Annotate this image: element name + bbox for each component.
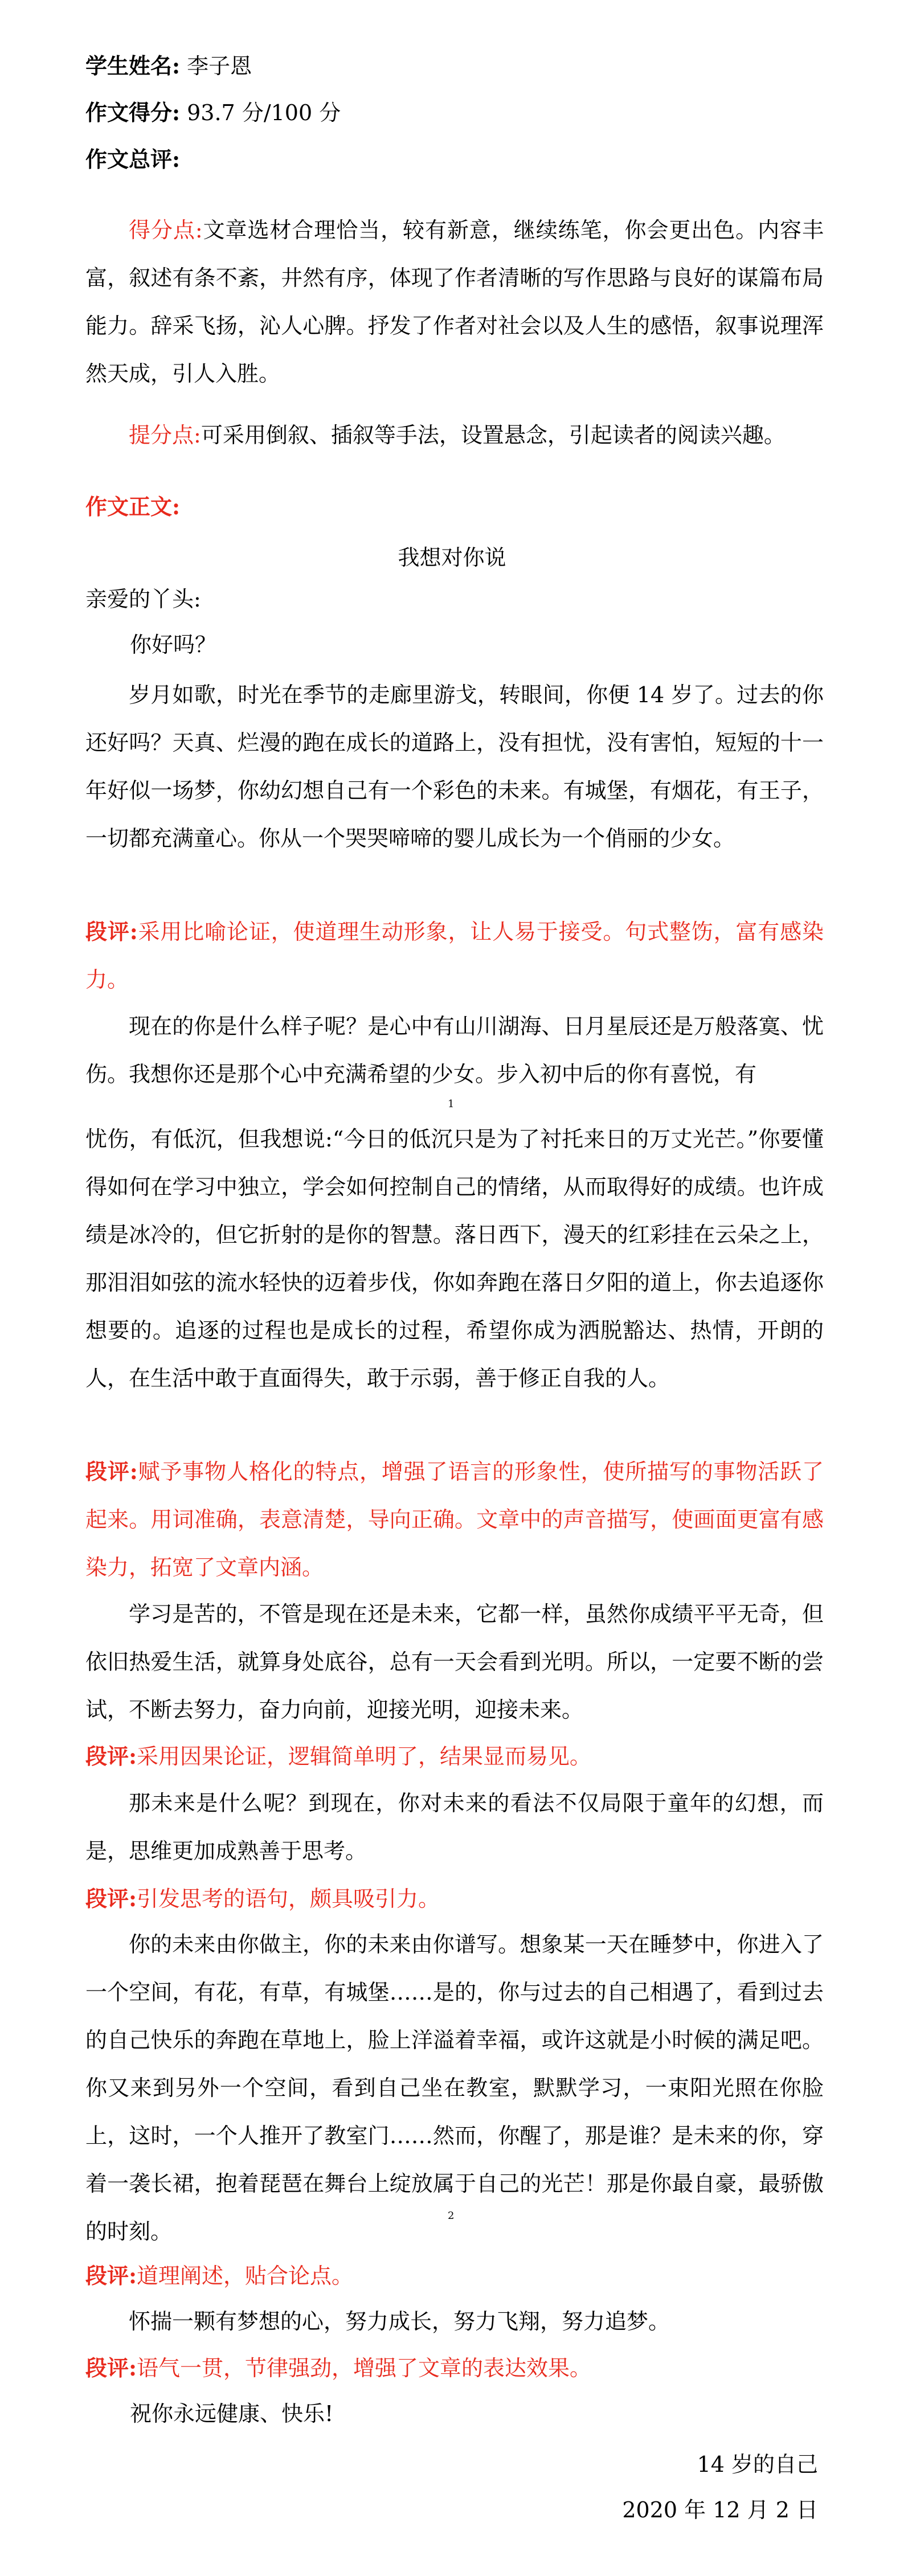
- score-row: [85, 99, 826, 126]
- student-name-value: 李子恩: [187, 54, 252, 79]
- comment-6-text: 语气一贯，节律强劲，增强了文章的表达效果。: [137, 2356, 592, 2381]
- essay-body-label-row: [85, 493, 826, 521]
- essay-body-label: 作文正文:: [85, 494, 181, 519]
- improve-label: 提分点:: [129, 423, 201, 448]
- essay-paragraph-2a: 现在的你是什么样子呢？是心中有山川湖海、日月星辰还是万般落寞、忧伤。我想你还是那个心中充满希望的少女。步入初中后的你有喜悦，有: [85, 1014, 824, 1087]
- student-name-label: 学生姓名:: [85, 53, 181, 79]
- comment-4-label: 段评:: [85, 1886, 137, 1911]
- comment-3-text: 采用因果论证，逻辑简单明了，结果显而易见。: [137, 1744, 592, 1769]
- signature: 14 岁的自己: [697, 2452, 818, 2477]
- comment-2-label: 段评:: [85, 1459, 138, 1484]
- improve-paragraph: [85, 411, 824, 459]
- essay-paragraph-5: 你的未来由你做主，你的未来由你谱写。想象某一天在睡梦中，你进入了一个空间，有花，有草，有城堡……是的，你与过去的自己相遇了，看到过去的自己快乐的奔跑在草地上，脸上洋溢着幸福，或许这就是小时候的满足吧。你又来到另外一个空间，看到自己坐在教室，默默学习，一束阳光照在你脸上，这时，一个人推开了教室门……然而，你醒了，那是谁？是未来的你，穿着一袭长裙，抱着琵琶在舞台上绽放属于自己的光芒！那是你最自豪，最骄傲的时刻。: [85, 1932, 824, 2244]
- comment-6: [85, 2344, 824, 2392]
- page-number-1: 1: [448, 1098, 455, 1110]
- salutation: 亲爱的丫头:: [85, 587, 201, 612]
- page-number-2: 2: [448, 2210, 455, 2222]
- comment-1-text: 采用比喻论证，使道理生动形象，让人易于接受。句式整饬，富有感染力。: [85, 919, 824, 992]
- improve-text: 可采用倒叙、插叙等手法，设置悬念，引起读者的阅读兴趣。: [201, 423, 786, 448]
- comment-1: [85, 908, 824, 1004]
- comment-4: [85, 1875, 824, 1923]
- comment-4-text: 引发思考的语句，颇具吸引力。: [137, 1886, 440, 1911]
- comment-5: [85, 2252, 824, 2300]
- essay-paragraph-6: 怀揣一颗有梦想的心，努力成长，努力飞翔，努力追梦。: [129, 2309, 670, 2334]
- score-value: 93.7 分/100 分: [187, 100, 341, 125]
- closing-line: 祝你永远健康、快乐!: [130, 2401, 334, 2426]
- merit-text: 文章选材合理恰当，较有新意，继续练笔，你会更出色。内容丰富，叙述有条不紊，井然有序，体现了作者清晰的写作思路与良好的谋篇布局能力。辞采飞扬，沁人心脾。抒发了作者对社会以及人生的感悟，叙事说理浑然天成，引人入胜。: [85, 218, 824, 386]
- comment-5-text: 道理阐述，贴合论点。: [137, 2263, 354, 2288]
- comment-5-label: 段评:: [85, 2263, 137, 2288]
- essay-paragraph-3: 学习是苦的，不管是现在还是未来，它都一样，虽然你成绩平平无奇，但依旧热爱生活，就算身处底谷，总有一天会看到光明。所以，一定要不断的尝试，不断去努力，奋力向前，迎接光明，迎接未来。: [85, 1602, 824, 1722]
- comment-3-label: 段评:: [85, 1743, 137, 1769]
- student-name-row: [85, 52, 826, 80]
- essay-title: 我想对你说: [398, 545, 506, 570]
- merit-label: 得分点:: [129, 218, 203, 243]
- comment-6-label: 段评:: [85, 2355, 137, 2381]
- date: 2020 年 12 月 2 日: [622, 2497, 818, 2522]
- essay-paragraph-1: 岁月如歌，时光在季节的走廊里游戈，转眼间，你便 14 岁了。过去的你还好吗？天真、烂漫的跑在成长的道路上，没有担忧，没有害怕，短短的十一年好似一场梦，你幼幻想自己有一个彩色的未来。有城堡，有烟花，有王子，一切都充满童心。你从一个哭哭啼啼的婴儿成长为一个俏丽的少女。: [85, 682, 824, 851]
- overall-comment-label-row: [85, 146, 826, 173]
- greeting: 你好吗？: [130, 632, 217, 657]
- comment-1-label: 段评:: [85, 919, 138, 944]
- comment-3: [85, 1733, 824, 1780]
- merit-paragraph: [85, 206, 824, 398]
- comment-2-text: 赋予事物人格化的特点，增强了语言的形象性，使所描写的事物活跃了起来。用词准确，表意清楚，导向正确。文章中的声音描写，使画面更富有感染力，拓宽了文章内涵。: [85, 1459, 824, 1580]
- essay-paragraph-4: 那未来是什么呢？到现在，你对未来的看法不仅局限于童年的幻想，而是，思维更加成熟善于思考。: [85, 1791, 824, 1864]
- score-label: 作文得分:: [85, 100, 181, 125]
- overall-comment-label: 作文总评:: [85, 146, 181, 172]
- essay-paragraph-2b: 忧伤，有低沉，但我想说:“今日的低沉只是为了衬托来日的万丈光芒。”你要懂得如何在学习中独立，学会如何控制自己的情绪，从而取得好的成绩。也许成绩是冰冷的，但它折射的是你的智慧。落日西下，漫天的红彩挂在云朵之上，那泪泪如弦的流水轻快的迈着步伐，你如奔跑在落日夕阳的道上，你去追逐你想要的。追逐的过程也是成长的过程，希望你成为洒脱豁达、热情，开朗的人，在生活中敢于直面得失，敢于示弱，善于修正自我的人。: [85, 1127, 824, 1391]
- comment-2: [85, 1448, 824, 1591]
